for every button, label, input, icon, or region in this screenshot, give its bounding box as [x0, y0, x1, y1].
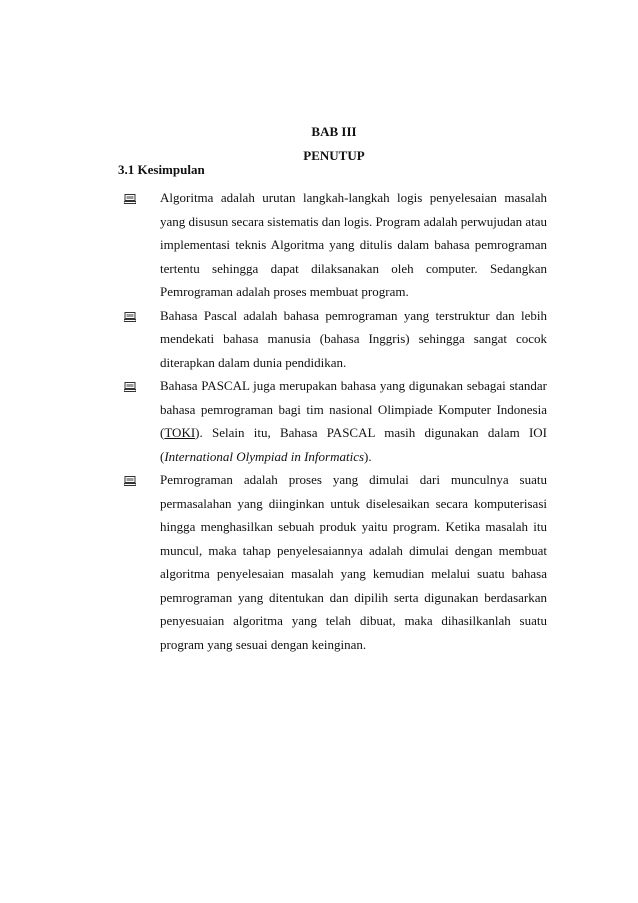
bullet-text: Algoritma adalah urutan langkah-langkah logis penyelesaian masalah yang disusun secara sistematis dan logis. Program adalah perwujudan atau implementasi teknis Algoritma yang ditulis dalam bahasa pemrograman tertentu sehingga dapat dilaksanakan oleh computer. Sedangkan Pemrograman adalah proses membuat program. — [160, 190, 548, 299]
computer-icon — [124, 194, 136, 204]
computer-icon — [124, 312, 136, 322]
list-item — [122, 374, 547, 468]
bullet-text: Pemrograman adalah proses yang dimulai dari munculnya suatu permasalahan yang diinginkan untuk diselesaikan secara komputerisasi hingga menghasilkan sebuah produk yaitu program. Ketika masalah itu muncul, maka tahap penyelesaiannya adalah dimulai dengan membuat algoritma penyelesaian masalah yang kemudian melalui suatu bahasa pemrograman yang ditentukan dan dipilih serta digunakan berdasarkan penyesuaian algoritma yang telah dibuat, maka dihasilkanlah suatu program yang sesuai dengan keinginan. — [160, 472, 547, 652]
conclusion-list — [122, 186, 547, 656]
section-heading: 3.1 Kesimpulan — [118, 162, 205, 177]
toki-link[interactable]: TOKI — [164, 425, 196, 440]
bullet-text-part: ). Selain itu, Bahasa PASCAL masih digunakan dalam IOI ( — [160, 425, 547, 464]
list-item — [122, 186, 547, 304]
chapter-title: PENUTUP — [303, 148, 365, 163]
bullet-text-part: ). — [364, 448, 372, 464]
list-item — [122, 304, 547, 375]
chapter-label: BAB III — [311, 124, 357, 139]
ioi-fullname: International Olympiad in Informatics — [164, 448, 365, 464]
computer-icon — [124, 382, 136, 392]
bullet-text-part: Bahasa PASCAL juga merupakan bahasa yang digunakan sebagai standar bahasa pemrograman bagi tim nasional Olimpiade Komputer Indonesia ( — [160, 378, 547, 440]
list-item — [122, 468, 547, 656]
computer-icon — [124, 476, 136, 486]
bullet-text — [160, 374, 547, 468]
bullet-text: Bahasa Pascal adalah bahasa pemrograman yang terstruktur dan lebih mendekati bahasa manusia (bahasa Inggris) sehingga sangat cocok diterapkan dalam dunia pendidikan. — [160, 307, 547, 370]
